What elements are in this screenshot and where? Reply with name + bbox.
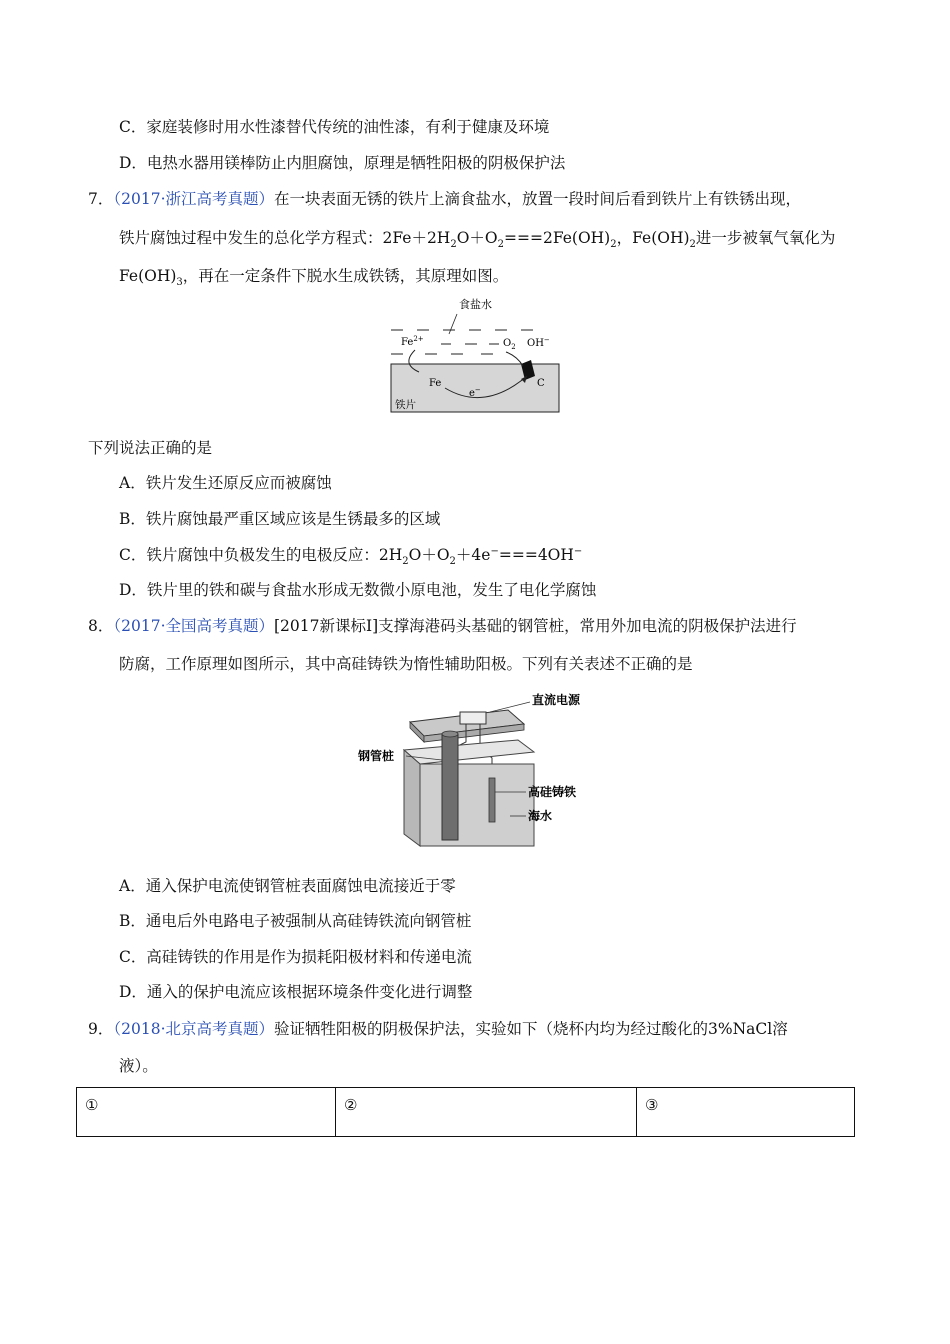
sub: 2 <box>449 556 456 568</box>
q7-opt-c-d: ===4OH <box>498 546 574 564</box>
sub: 2 <box>689 239 696 251</box>
steel-pile <box>442 734 458 840</box>
q9-experiment-table <box>76 1087 855 1137</box>
salt-water-pointer <box>449 314 457 334</box>
sub: 2 <box>610 239 617 251</box>
seawater-label: 海水 <box>528 809 553 823</box>
q8-stem-1: [2017新课标Ⅰ]支撑海港码头基础的钢管桩，常用外加电流的阴极保护法进行 <box>274 617 797 635</box>
dc-power-box <box>460 712 486 724</box>
q8-cathodic-protection-diagram <box>358 688 598 848</box>
q7-option-a: A．铁片发生还原反应而被腐蚀 <box>119 474 332 492</box>
salt-water-label: 食盐水 <box>459 298 492 311</box>
sub: 2 <box>450 239 457 251</box>
fe-ion-label: $Fe^{2+}$ <box>401 335 424 348</box>
q6-option-c: C．家庭装修时用水性漆替代传统的油性漆，有利于健康及环境 <box>119 118 550 136</box>
q9-stem-1: 验证牺牲阳极的阴极保护法，实验如下（烧杯内均为经过酸化的3%NaCl溶 <box>274 1020 788 1038</box>
q7-stem-line-1 <box>88 189 801 209</box>
q7-source: （2017·浙江高考真题） <box>113 190 274 208</box>
q8-stem-line-2: 防腐，工作原理如图所示，其中高硅铸铁为惰性辅助阳极。下列有关表述不正确的是 <box>119 655 693 673</box>
table-cell-3: ③ <box>637 1088 855 1137</box>
q8-option-b: B．通电后外电路电子被强制从高硅铸铁流向钢管桩 <box>119 912 472 930</box>
table-cell-1: ① <box>77 1088 336 1137</box>
tank-top <box>404 740 534 764</box>
sup: − <box>490 545 499 557</box>
steel-pile-label: 钢管桩 <box>358 749 395 763</box>
q7-option-b: B．铁片腐蚀最严重区域应该是生锈最多的区域 <box>119 510 441 528</box>
oh-label: OH− <box>527 336 550 349</box>
q9-stem-line-1 <box>88 1019 788 1039</box>
steel-pile-top <box>442 731 458 737</box>
c-label: C <box>537 378 545 389</box>
q7-stem-2e: 进一步被氧气氧化为 <box>695 229 836 247</box>
q7-stem-2c: ===2Fe(OH) <box>504 229 611 247</box>
electron-label: e− <box>469 386 481 399</box>
q8-option-d: D．通入的保护电流应该根据环境条件变化进行调整 <box>119 983 473 1001</box>
sub: 2 <box>497 239 504 251</box>
q7-stem-3a: Fe(OH) <box>119 267 177 285</box>
table-row <box>77 1088 855 1137</box>
q7-stem-line-3 <box>119 266 509 289</box>
sup: − <box>573 545 583 557</box>
q7-opt-c-b: O＋O <box>408 546 450 564</box>
q7-stem-1: 在一块表面无锈的铁片上滴食盐水，放置一段时间后看到铁片上有铁锈出现， <box>274 190 802 208</box>
q8-option-a: A．通入保护电流使钢管桩表面腐蚀电流接近于零 <box>119 877 456 895</box>
dc-source-pointer <box>490 702 530 712</box>
si-iron-label: 高硅铸铁 <box>528 785 577 799</box>
q8-option-c: C．高硅铸铁的作用是作为损耗阳极材料和传递电流 <box>119 948 472 966</box>
q7-stem-2b: O＋O <box>456 229 498 247</box>
si-iron-anode <box>489 778 495 822</box>
q7-option-c <box>119 545 583 568</box>
q7-stem-2a: 铁片腐蚀过程中发生的总化学方程式：2Fe＋2H <box>119 229 451 247</box>
q7-stem-3b: ，再在一定条件下脱水生成铁锈，其原理如图。 <box>182 267 509 285</box>
q7-opt-c-a: C．铁片腐蚀中负极发生的电极反应：2H <box>119 546 403 564</box>
q7-number: 7． <box>88 190 114 208</box>
table-cell-2: ② <box>336 1088 637 1137</box>
q9-number: 9． <box>88 1020 114 1038</box>
q9-stem-line-2: 液）。 <box>119 1057 158 1075</box>
q7-opt-c-c: ＋4e <box>455 546 491 564</box>
q8-number: 8． <box>88 617 114 635</box>
dc-source-label: 直流电源 <box>532 693 581 707</box>
tank-front <box>420 764 534 846</box>
q6-option-d: D．电热水器用镁棒防止内胆腐蚀，原理是牺牲阳极的阴极保护法 <box>119 154 566 172</box>
o2-label: $O_2$ <box>503 338 516 351</box>
sub: 2 <box>402 556 409 568</box>
q7-stem-2d: ，Fe(OH) <box>616 229 690 247</box>
q7-corrosion-diagram <box>385 292 565 416</box>
q7-option-d: D．铁片里的铁和碳与食盐水形成无数微小原电池，发生了电化学腐蚀 <box>119 581 597 599</box>
q7-stem-line-2 <box>119 228 836 251</box>
q9-source: （2018·北京高考真题） <box>113 1020 274 1038</box>
iron-sheet-label: 铁片 <box>395 399 416 411</box>
q8-stem-line-1 <box>88 616 797 636</box>
tank-side <box>404 750 420 846</box>
sub: 3 <box>176 277 183 289</box>
q8-source: （2017·全国高考真题） <box>113 617 274 635</box>
q7-prompt: 下列说法正确的是 <box>88 439 213 457</box>
fe-label: Fe <box>429 378 442 389</box>
